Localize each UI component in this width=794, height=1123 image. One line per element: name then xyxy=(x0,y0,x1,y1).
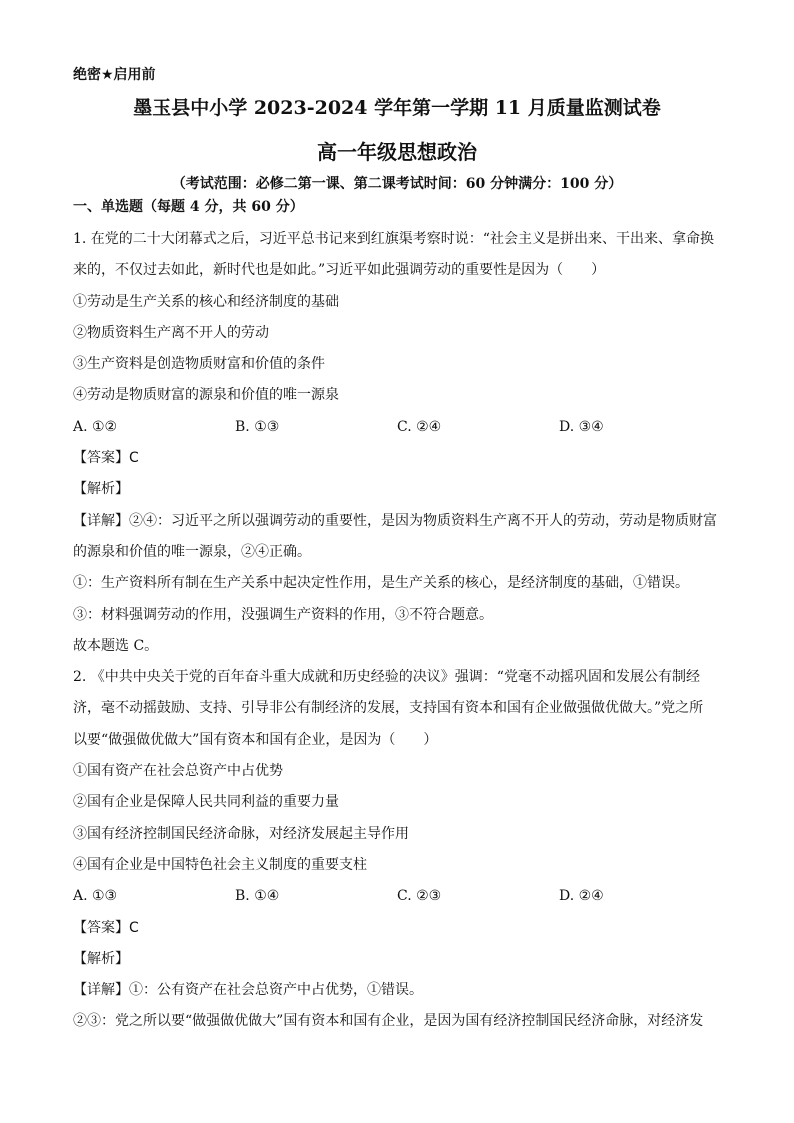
option-b: B. ①④ xyxy=(235,888,280,905)
option-a: A. ①② xyxy=(73,418,118,435)
option-d: D. ③④ xyxy=(559,418,604,435)
answer-options xyxy=(73,412,723,443)
statement-item: ③国有经济控制国民经济命脉，对经济发展起主导作用 xyxy=(73,825,409,842)
question-stem-line: 以要“做强做优做大”国有资本和国有企业，是因为（ ） xyxy=(73,731,438,748)
detail-line: 故本题选 C。 xyxy=(73,637,159,654)
section-title: 一、单选题（每题 4 分，共 60 分） xyxy=(73,199,304,215)
statement-item: ②物质资料生产离不开人的劳动 xyxy=(73,324,269,341)
statement-item: ③生产资料是创造物质财富和价值的条件 xyxy=(73,356,325,373)
statement-item: ①国有资产在社会总资产中占优势 xyxy=(73,763,283,780)
answer-line: 【答案】C xyxy=(73,919,139,936)
option-d: D. ②④ xyxy=(559,888,604,905)
exam-title: 墨玉县中小学 2023-2024 学年第一学期 11 月质量监测试卷 xyxy=(133,97,661,119)
question-stem-line: 来的，不仅过去如此，新时代也是如此。”习近平如此强调劳动的重要性是因为（ ） xyxy=(73,262,606,279)
answer-options xyxy=(73,881,723,912)
statement-item: ④国有企业是中国特色社会主义制度的重要支柱 xyxy=(73,856,367,873)
statement-item: ②国有企业是保障人民共同利益的重要力量 xyxy=(73,794,339,811)
detail-line: 【详解】②④：习近平之所以强调劳动的重要性，是因为物质资料生产离不开人的劳动，劳动是物质财富 xyxy=(73,512,717,529)
statement-item: ④劳动是物质财富的源泉和价值的唯一源泉 xyxy=(73,387,339,404)
question-stem-line: 济，毫不动摇鼓励、支持、引导非公有制经济的发展，支持国有资本和国有企业做强做优做大。”党之所 xyxy=(73,700,704,717)
statement-item: ①劳动是生产关系的核心和经济制度的基础 xyxy=(73,293,339,310)
analysis-label: 【解析】 xyxy=(73,481,129,498)
detail-line: 【详解】①：公有资产在社会总资产中占优势，①错误。 xyxy=(73,982,423,999)
confidential-label: 绝密★启用前 xyxy=(73,67,156,83)
exam-scope-note: （考试范围：必修二第一课、第二课考试时间：60 分钟满分：100 分） xyxy=(171,176,623,192)
detail-line: 的源泉和价值的唯一源泉，②④正确。 xyxy=(73,543,311,560)
question-stem-line: 2. 《中共中央关于党的百年奋斗重大成就和历史经验的决议》强调：“党毫不动摇巩固和发展公有制经 xyxy=(73,669,700,686)
option-c: C. ②④ xyxy=(397,418,442,435)
analysis-label: 【解析】 xyxy=(73,950,129,967)
option-b: B. ①③ xyxy=(235,418,280,435)
questions-body xyxy=(73,224,723,1038)
option-a: A. ①③ xyxy=(73,888,118,905)
detail-line: ①：生产资料所有制在生产关系中起决定性作用，是生产关系的核心，是经济制度的基础，①错误。 xyxy=(73,575,689,592)
detail-line: ③：材料强调劳动的作用，没强调生产资料的作用，③不符合题意。 xyxy=(73,606,493,623)
option-c: C. ②③ xyxy=(397,888,442,905)
detail-line: ②③：党之所以要“做强做优做大”国有资本和国有企业，是因为国有经济控制国民经济命脉，对经济发 xyxy=(73,1013,704,1030)
question-stem-line: 1. 在党的二十大闭幕式之后，习近平总书记来到红旗渠考察时说：“社会主义是拼出来、干出来、拿命换 xyxy=(73,231,714,247)
answer-line: 【答案】C xyxy=(73,450,139,467)
exam-subtitle: 高一年级思想政治 xyxy=(317,140,477,164)
